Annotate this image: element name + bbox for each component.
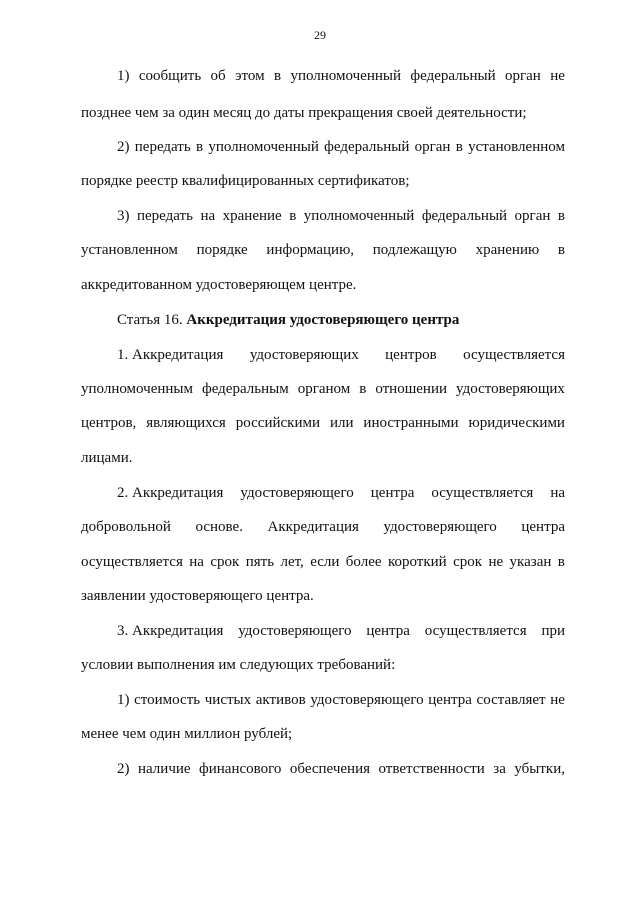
word: уполномоченный [303, 208, 415, 224]
word: осуществляется [424, 623, 527, 639]
word: федеральный [421, 208, 508, 224]
text-line-19 [117, 691, 565, 709]
word: федеральный [324, 139, 410, 155]
word: удостоверяющего [238, 623, 352, 639]
word: на [550, 485, 565, 501]
word: центров, [81, 415, 137, 431]
word: или [329, 415, 354, 431]
word: порядке [196, 242, 248, 258]
word: об [210, 68, 226, 84]
word: юридическими [468, 415, 565, 431]
word: в [557, 208, 565, 224]
word: не [550, 692, 565, 708]
text-line-18: условии выполнения им следующих требований: [81, 657, 396, 673]
word: срок [210, 554, 240, 570]
word: хранению [475, 242, 540, 258]
word: уполномоченным [81, 381, 193, 397]
word: 3) [117, 208, 130, 224]
word: чистых [204, 692, 252, 708]
text-line-13 [117, 484, 565, 502]
text-line-9 [117, 346, 565, 364]
word: установленном [468, 139, 565, 155]
text-line-7: аккредитованном удостоверяющем центре. [81, 277, 357, 293]
text-line-5 [117, 207, 565, 225]
word: за [493, 761, 506, 777]
word: Аккредитация [267, 519, 359, 535]
word: подлежащую [372, 242, 457, 258]
word: удостоверяющего [383, 519, 497, 535]
text-line-4: порядке реестр квалифицированных сертификатов; [81, 173, 410, 189]
word: 2) [117, 761, 130, 777]
article-title: Аккредитация удостоверяющего центра [186, 312, 460, 328]
word: добровольной [81, 519, 171, 535]
word: передать [137, 208, 193, 224]
word: удостоверяющего [240, 485, 354, 501]
word: убытки, [514, 761, 565, 777]
word: уполномоченный [208, 139, 319, 155]
word: указан [509, 554, 552, 570]
word: основе. [195, 519, 243, 535]
word: обеспечения [289, 761, 370, 777]
word: ответственности [378, 761, 485, 777]
word: в [557, 242, 565, 258]
word: федеральный [410, 68, 496, 84]
word: наличие [137, 761, 191, 777]
word: информацию, [266, 242, 355, 258]
text-line-20: менее чем один миллион рублей; [81, 726, 293, 742]
word: не [550, 68, 565, 84]
word: более [345, 554, 382, 570]
text-line-10 [81, 380, 565, 398]
word: на [189, 554, 204, 570]
word: орган [414, 139, 451, 155]
text-line-15 [81, 553, 565, 571]
word: 1. Аккредитация [117, 347, 224, 363]
word: федеральным [202, 381, 289, 397]
word: пять [245, 554, 275, 570]
word: 1) [117, 692, 130, 708]
word: установленном [81, 242, 178, 258]
word: активов [255, 692, 306, 708]
word: не [488, 554, 504, 570]
word: удостоверяющего [310, 692, 424, 708]
word: 3. Аккредитация [117, 623, 224, 639]
word: осуществляется [463, 347, 565, 363]
word: 2) [117, 139, 130, 155]
word: удостоверяющих [456, 381, 565, 397]
text-line-17 [117, 622, 565, 640]
word: в [359, 381, 367, 397]
word: центра [366, 623, 410, 639]
word: осуществляется [81, 554, 183, 570]
word: срок [453, 554, 483, 570]
word: осуществляется [431, 485, 534, 501]
word: сообщить [138, 68, 202, 84]
article-heading [117, 311, 565, 329]
word: хранение [222, 208, 282, 224]
word: орган [505, 68, 541, 84]
word: в [289, 208, 297, 224]
word: составляет [476, 692, 546, 708]
text-line-16: заявлении удостоверяющего центра. [81, 588, 314, 604]
word: 1) [117, 68, 130, 84]
word: центра [521, 519, 565, 535]
article-number: Статья 16. [117, 312, 183, 328]
word: центра [370, 485, 415, 501]
word: центра [428, 692, 472, 708]
word: короткий [387, 554, 447, 570]
text-line-21 [117, 760, 565, 778]
word: передать [134, 139, 191, 155]
word: лет, [280, 554, 304, 570]
page-number: 29 [314, 28, 326, 42]
word: в [455, 139, 463, 155]
text-line-11 [81, 414, 565, 432]
word: на [200, 208, 216, 224]
text-line-14 [81, 518, 565, 536]
text-line-6 [81, 241, 565, 259]
text-line-1 [117, 67, 565, 85]
word: органом [297, 381, 351, 397]
word: удостоверяющих [249, 347, 359, 363]
word: стоимость [134, 692, 201, 708]
word: орган [514, 208, 551, 224]
word: центров [385, 347, 437, 363]
word: отношении [375, 381, 448, 397]
word: этом [235, 68, 265, 84]
word: российскими [235, 415, 320, 431]
word: иностранными [363, 415, 459, 431]
text-line-12: лицами. [81, 450, 133, 466]
word: при [541, 623, 565, 639]
text-line-2: позднее чем за один месяц до даты прекращения своей деятельности; [81, 105, 527, 121]
word: в [557, 554, 565, 570]
word: в [195, 139, 204, 155]
word: финансового [199, 761, 282, 777]
word: если [310, 554, 340, 570]
word: являющихся [146, 415, 226, 431]
word: уполномоченный [290, 68, 401, 84]
word: в [273, 68, 282, 84]
text-line-3 [117, 138, 565, 156]
word: 2. Аккредитация [117, 485, 224, 501]
